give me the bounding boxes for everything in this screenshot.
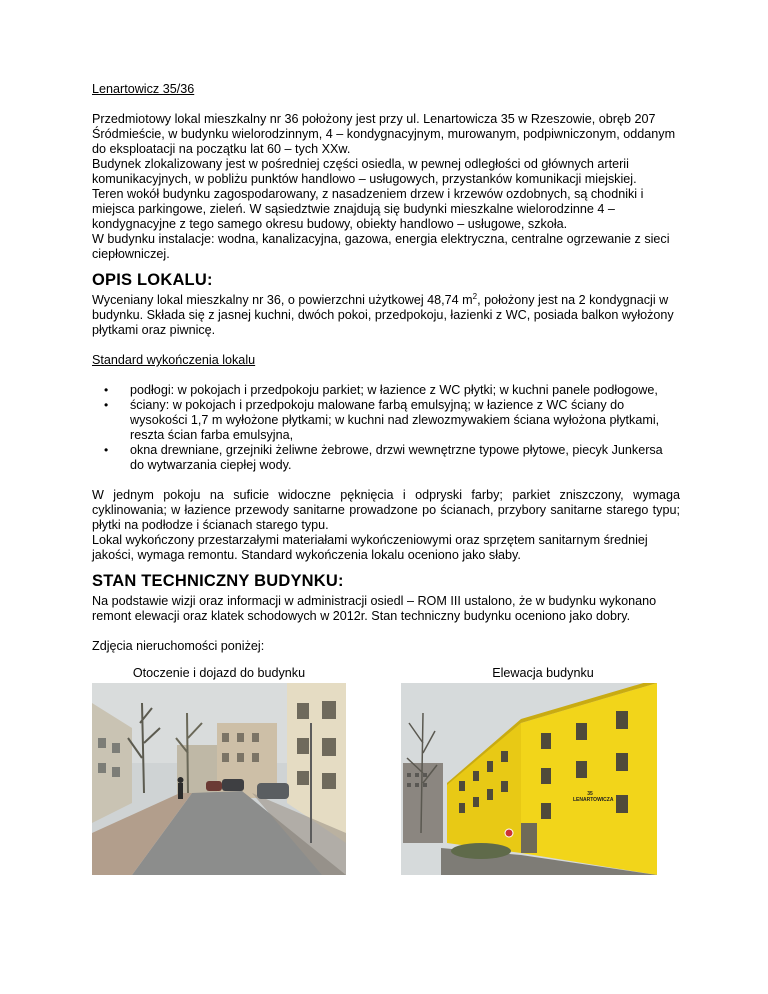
- section-title-opis: OPIS LOKALU:: [92, 271, 213, 289]
- photo-caption-right: Elewacja budynku: [492, 666, 594, 680]
- list-item: [92, 398, 680, 443]
- intro-paragraph-1: Przedmiotowy lokal mieszkalny nr 36 położony jest przy ul. Lenartowicza 35 w Rzeszowie, obręb 207 Śródmieście, w budynku wielorodzinnym, 4 – kondygnacyjnym, murowanym, podpiwniczonym, oddanym do eksploatacji na początku lat 60 – tych XXw.: [92, 112, 676, 156]
- intro-paragraph-2: Budynek zlokalizowany jest w pośredniej części osiedla, w pewnej odległości od głównych arterii komunikacyjnych, w pobliżu punktów handlowo – usługowych, przystanków komunikacji miejskiej.: [92, 157, 637, 186]
- bullet-icon: •: [104, 383, 109, 397]
- list-item-text: okna drewniane, grzejniki żeliwne żebrowe, drzwi wewnętrzne typowe płytowe, piecyk Junkersa do wytwarzania ciepłej wody.: [130, 443, 663, 472]
- list-item: [92, 443, 680, 473]
- photo-building-facade: [401, 683, 657, 875]
- area-superscript: 2: [472, 291, 478, 301]
- facade-illustration: [401, 683, 657, 875]
- intro-paragraph-4: W budynku instalacje: wodna, kanalizacyjna, gazowa, energia elektryczna, centralne ogrzewanie z sieci ciepłowniczej.: [92, 232, 670, 261]
- photos-intro: Zdjęcia nieruchomości poniżej:: [92, 639, 265, 653]
- opis-paragraph: [92, 293, 680, 338]
- section-title-stan: STAN TECHNICZNY BUDYNKU:: [92, 572, 344, 590]
- photo-street-surroundings: [92, 683, 346, 875]
- standard-heading: Standard wykończenia lokalu: [92, 353, 256, 367]
- list-item: [92, 383, 680, 398]
- intro-paragraph-3: Teren wokół budynku zagospodarowany, z nasadzeniem drzew i krzewów ozdobnych, są chodniki i miejsca parkingowe, zieleń. W sąsiedztwie znajdują się budynki mieszkalne wielorodzinne 4 – kondygnacyjne z tego samego okresu budowy, obiekty handlowo – usługowe, szkoła.: [92, 187, 644, 231]
- opis-text-start: Wyceniany lokal mieszkalny nr 36, o powierzchni użytkowej 48,74 m: [92, 293, 473, 307]
- bullet-icon: •: [104, 443, 109, 457]
- standard-list: [92, 383, 680, 473]
- document-body: [92, 82, 680, 654]
- list-item-text: ściany: w pokojach i przedpokoju malowane farbą emulsyjną; w łazience z WC ściany do wysokości 1,7 m wyłożone płytkami; w kuchni nad zlewozmywakiem ściana wyłożona płytkami, reszta ścian farba emulsyjna,: [130, 398, 660, 442]
- street-illustration: [92, 683, 346, 875]
- stan-paragraph: Na podstawie wizji oraz informacji w administracji osiedl – ROM III ustalono, że w budynku wykonano remont elewacji oraz klatek schodowych w 2012r. Stan techniczny budynku oceniono jako dobry.: [92, 594, 657, 623]
- photo-caption-left: Otoczenie i dojazd do budynku: [132, 666, 306, 680]
- address-heading: Lenartowicz 35/36: [92, 82, 195, 96]
- summary-paragraph: Lokal wykończony przestarzałymi materiałami wykończeniowymi oraz sprzętem sanitarnym średniej jakości, wymaga remontu. Standard wykończenia lokalu oceniono jako słaby.: [92, 533, 648, 562]
- opis-text-end: , położony jest na 2 kondygnacji w budynku. Składa się z jasnej kuchni, dwóch pokoi, przedpokoju, łazienki z WC, posiada balkon wyłożony płytkami oraz piwnicę.: [92, 293, 674, 337]
- building-sign: 35 LENARTOWICZA: [573, 791, 614, 803]
- bullet-icon: •: [104, 398, 109, 412]
- condition-paragraph: W jednym pokoju na suficie widoczne pęknięcia i odpryski farby; parkiet zniszczony, wymaga cyklinowania; w łazience przewody sanitarne prowadzone po ścianach, przybory sanitarne starego typu; płytki na podłodze i ścianach starego typu.: [92, 488, 680, 532]
- list-item-text: podłogi: w pokojach i przedpokoju parkiet; w łazience z WC płytki; w kuchni panele podłogowe,: [130, 383, 658, 397]
- photos-row: [92, 666, 682, 876]
